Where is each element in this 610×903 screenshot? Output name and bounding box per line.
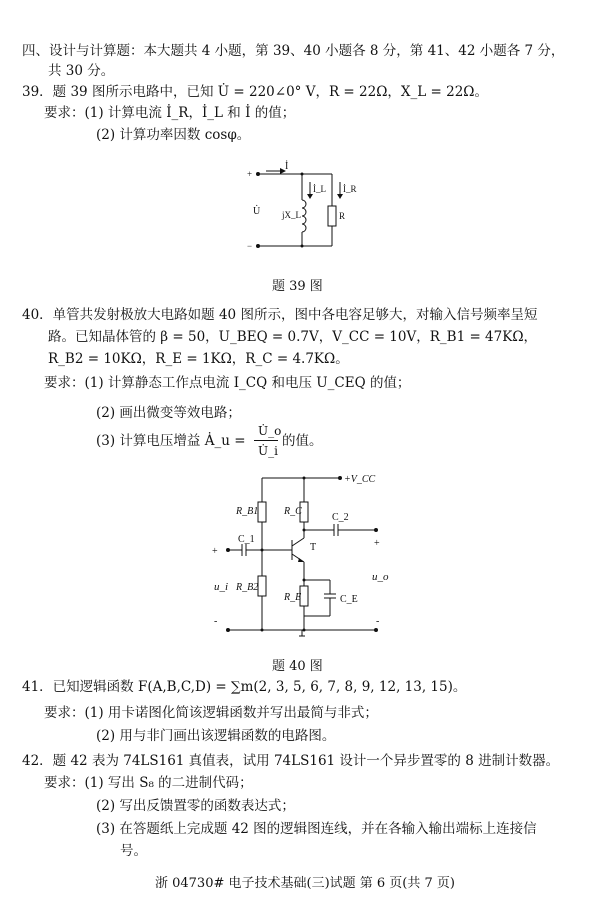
q41-req2: (2) 用与非门画出该逻辑函数的电路图。 <box>96 728 336 744</box>
section-heading-cont: 共 30 分。 <box>48 63 115 79</box>
q40-stem-2: 路。已知晶体管的 β = 50，U_BEQ = 0.7V，V_CC = 10V，R_B1 = 47KΩ， <box>48 329 538 345</box>
q39-fig-minus: − <box>247 241 253 251</box>
q40-amplifier-figure <box>200 466 400 642</box>
q39-fig-ir: İ_R <box>343 184 357 194</box>
q39-caption: 题 39 图 <box>272 279 323 294</box>
q39-fig-top-current: İ <box>285 161 289 172</box>
q40-fig-minus-in: - <box>214 616 218 627</box>
q40-fig-t: T <box>310 542 317 553</box>
page-footer: 浙 04730# 电子技术基础(三)试题 第 6 页(共 7 页) <box>154 876 455 891</box>
q39-fig-plus: + <box>247 169 253 179</box>
q40-req2: (2) 画出微变等效电路； <box>96 405 241 421</box>
section-heading: 四、设计与计算题：本大题共 4 小题，第 39、40 小题各 8 分，第 41、42 小题各 7 分， <box>22 43 565 59</box>
q40-fig-plus-out: + <box>374 538 380 549</box>
q40-req1: 要求：(1) 计算静态工作点电流 I_CQ 和电压 U_CEQ 的值； <box>44 375 411 391</box>
q42-stem: 42．题 42 表为 74LS161 真值表，试用 74LS161 设计一个异步置零的 8 进制计数器。 <box>22 753 560 769</box>
q40-fig-ce: C_E <box>340 594 358 605</box>
q42-req3-line2: 号。 <box>120 843 147 859</box>
q40-stem-1: 40．单管共发射极放大电路如题 40 图所示，图中各电容足够大，对输入信号频率呈短 <box>22 307 538 323</box>
q42-req1: 要求：(1) 写出 S₈ 的二进制代码； <box>44 775 253 791</box>
q40-req3-den: U̇_i <box>258 444 278 458</box>
q40-fig-c2: C_2 <box>332 512 349 523</box>
q41-stem: 41．已知逻辑函数 F(A,B,C,D) = ∑m(2, 3, 5, 6, 7, 8, 9, 12, 13, 15)。 <box>22 679 467 695</box>
q39-req2: (2) 计算功率因数 cosφ。 <box>96 127 251 143</box>
q40-fig-minus-out: - <box>376 616 380 627</box>
q40-fig-rc: R_C <box>284 506 302 517</box>
q40-stem-3: R_B2 = 10KΩ，R_E = 1KΩ，R_C = 4.7KΩ。 <box>48 351 349 367</box>
q40-fig-re: R_E <box>284 592 302 603</box>
q41-req1: 要求：(1) 用卡诺图化简该逻辑函数并写出最简与非式； <box>44 705 378 721</box>
q42-req3-line1: (3) 在答题纸上完成题 42 图的逻辑图连线，并在各输入输出端标上连接信 <box>96 821 537 837</box>
q42-req2: (2) 写出反馈置零的函数表达式； <box>96 798 295 814</box>
q39-fig-il: İ_L <box>313 184 326 194</box>
q40-caption: 题 40 图 <box>272 659 323 674</box>
q40-req3-num: U̇_o <box>258 424 282 438</box>
q39-req1: 要求：(1) 计算电流 İ_R，İ_L 和 İ 的值； <box>44 105 296 121</box>
q40-fig-uo: u_o <box>372 571 389 583</box>
q39-fig-resistor: R <box>339 211 346 221</box>
q40-req3-pre: (3) 计算电压增益 Ȧ_u = <box>96 433 246 449</box>
q39-fig-inductor: jX_L <box>282 210 301 220</box>
q40-fig-c1: C_1 <box>238 534 255 545</box>
q39-circuit-figure <box>240 160 380 260</box>
q40-fraction-bar <box>254 440 278 441</box>
q40-fig-rb2: R_B2 <box>236 582 259 593</box>
q39-fig-source: U̇ <box>253 206 261 217</box>
q40-fig-vcc: +V_CC <box>344 474 376 485</box>
q39-stem: 39．题 39 图所示电路中，已知 U̇ = 220∠0° V，R = 22Ω，X_L = 22Ω。 <box>22 84 488 100</box>
q40-fig-rb1: R_B1 <box>236 506 259 517</box>
q40-fig-ui: u_i <box>214 581 229 593</box>
q40-fig-plus-in: + <box>212 546 218 557</box>
q40-req3-post: 的值。 <box>282 433 323 449</box>
